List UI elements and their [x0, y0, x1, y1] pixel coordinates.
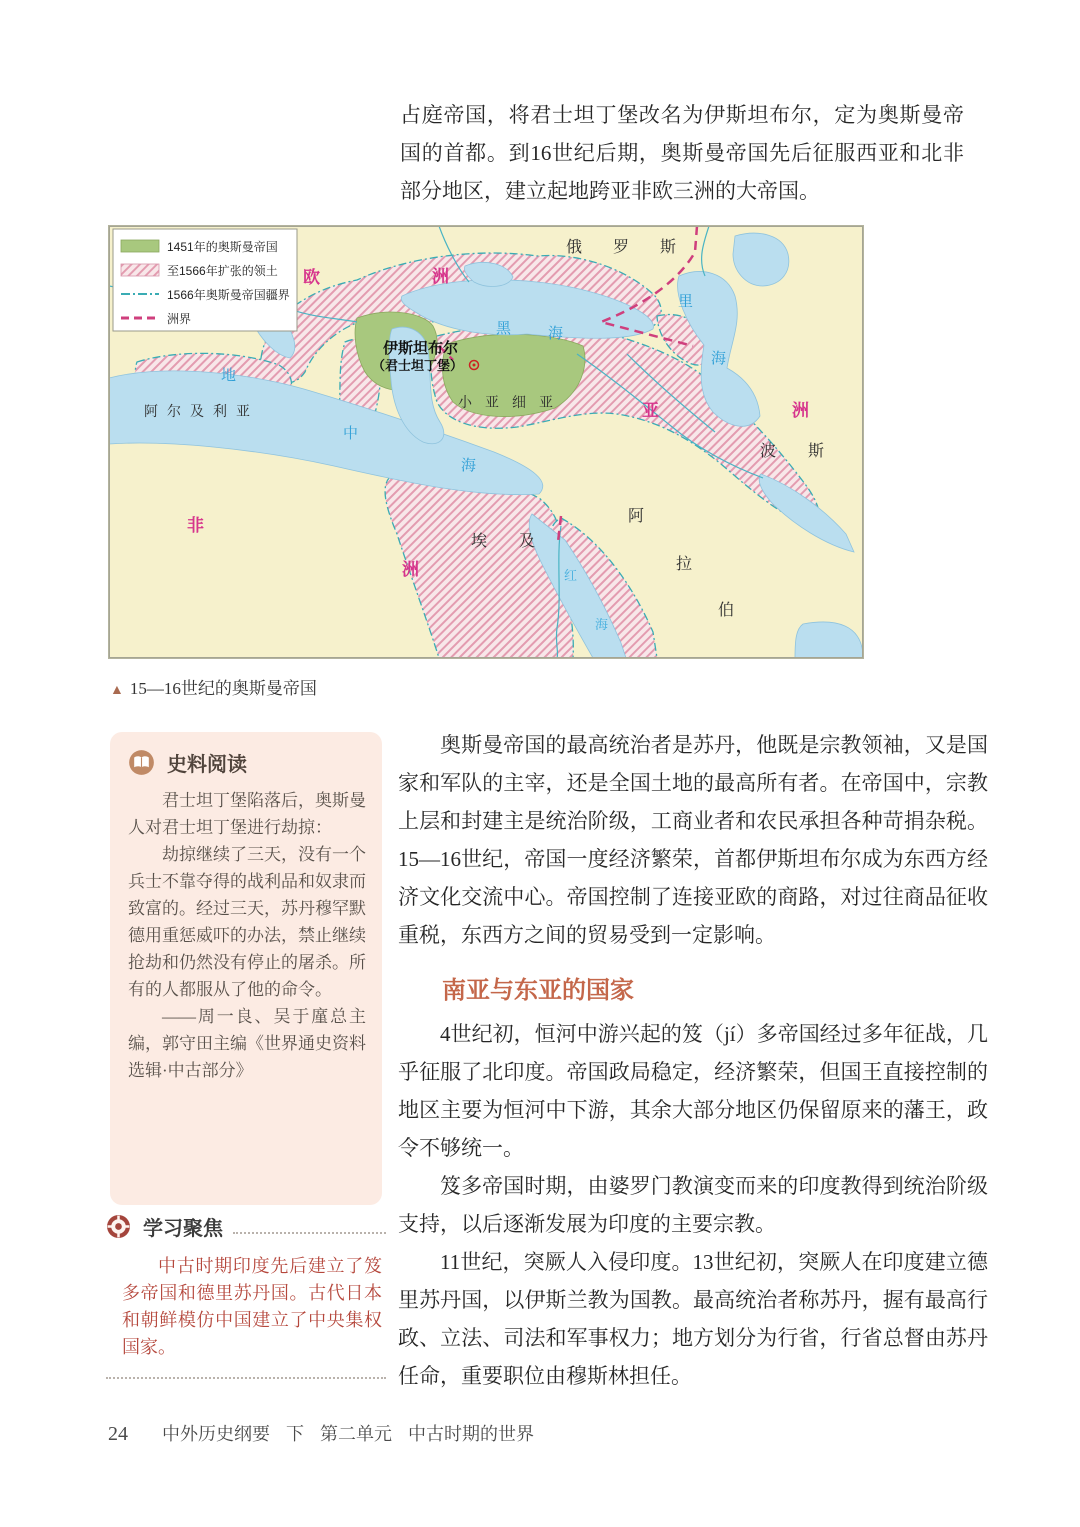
source-reading-box [110, 732, 382, 1205]
target-icon [106, 1214, 131, 1239]
body-paragraph: 11世纪，突厥人入侵印度。13世纪初，突厥人在印度建立德里苏丹国，以伊斯兰教为国教。最高统治者称苏丹，握有最高行政、立法、司法和军事权力；地方划分为行省，行省总督由苏丹任命，重要职位由穆斯林担任。 [398, 1250, 988, 1388]
learning-focus-header [106, 1212, 386, 1241]
caption-triangle-icon: ▲ [110, 683, 124, 698]
map-label: 埃 [471, 533, 488, 550]
learning-focus-text: 中古时期印度先后建立了笈多帝国和德里苏丹国。古代日本和朝鲜模仿中国建立了中央集权国家。 [122, 1256, 382, 1357]
learning-focus-title: 学习聚焦 [143, 1218, 223, 1240]
source-paragraph: 君士坦丁堡陷落后，奥斯曼人对君士坦丁堡进行劫掠： [128, 791, 366, 837]
legend-label: 洲界 [167, 312, 192, 326]
ottoman-map-svg [109, 226, 863, 658]
map-caption [110, 674, 317, 699]
source-reading-title: 史料阅读 [167, 754, 247, 776]
map-label: 里 [678, 294, 694, 310]
map-label: 小亚细亚 [458, 396, 566, 411]
legend-label: 1566年奥斯曼帝国疆界 [167, 288, 290, 302]
map-legend [113, 229, 297, 331]
map-label: 罗 [613, 239, 630, 256]
dotted-divider [233, 1220, 386, 1234]
map-label: 亚 [642, 401, 659, 420]
map-label: 地 [221, 368, 237, 384]
map-label: （君士坦丁堡） [372, 358, 464, 373]
legend-label: 1451年的奥斯曼帝国 [167, 240, 278, 254]
page-number: 24 [108, 1423, 128, 1445]
map-label: 中 [343, 426, 359, 442]
map-label: 洲 [402, 560, 419, 579]
map-label: 拉 [676, 556, 693, 573]
dotted-divider [106, 1377, 386, 1379]
map-label: 俄 [566, 239, 583, 256]
ottoman-empire-map [108, 225, 864, 659]
caption-text: 15—16世纪的奥斯曼帝国 [129, 679, 317, 698]
open-book-icon [128, 749, 155, 776]
source-reading-body [128, 787, 366, 1084]
map-label: 海 [711, 351, 727, 367]
map-label: 海 [461, 458, 477, 474]
top-paragraph: 占庭帝国，将君士坦丁堡改名为伊斯坦布尔，定为奥斯曼帝国的首都。到16世纪后期，奥斯曼帝国先后征服西亚和北非部分地区，建立起地跨亚非欧三洲的大帝国。 [400, 103, 964, 203]
footer-unit-title: 中古时期的世界 [408, 1424, 534, 1444]
main-text-column [398, 726, 988, 1395]
source-paragraph: 劫掠继续了三天，没有一个兵士不靠夺得的战利品和奴隶而致富的。经过三天，苏丹穆罕默德用重惩威吓的办法，禁止继续抢劫和仍然没有停止的屠杀。所有的人都服从了他的命令。 [128, 845, 366, 999]
map-label: 阿 [628, 508, 645, 525]
source-reading-header [128, 748, 366, 777]
page-footer [108, 1420, 550, 1446]
section-heading: 南亚与东亚的国家 [442, 977, 634, 1004]
body-paragraph: 4世纪初，恒河中游兴起的笈（jí）多帝国经过多年征战，几乎征服了北印度。帝国政局稳定，经济繁荣，但国王直接控制的地区主要为恒河中下游，其余大部分地区仍保留原来的藩王，政令不够统一。 [398, 1022, 988, 1160]
footer-volume: 下 [286, 1424, 304, 1444]
map-label: 洲 [432, 267, 449, 286]
map-label: 阿尔及利亚 [144, 405, 259, 420]
map-label: 海 [548, 326, 564, 342]
footer-unit: 第二单元 [320, 1424, 392, 1444]
learning-focus-block [106, 1212, 386, 1379]
map-label: 伯 [718, 602, 735, 619]
map-label: 斯 [660, 239, 677, 256]
map-label: 红 [564, 568, 578, 583]
map-label: 波 [760, 443, 777, 460]
map-label: 斯 [808, 443, 825, 460]
map-label: 欧 [303, 268, 320, 287]
legend-swatch-green-solid [121, 240, 159, 252]
map-label: 海 [595, 617, 609, 632]
body-paragraph: 奥斯曼帝国的最高统治者是苏丹，他既是宗教领袖，又是国家和军队的主宰，还是全国土地的最高所有者。在帝国中，宗教上层和封建主是统治阶级，工商业者和农民承担各种苛捐杂税。15—16世纪，帝国一度经济繁荣，首都伊斯坦布尔成为东西方经济文化交流中心。帝国控制了连接亚欧的商路，对过往商品征收重税，东西方之间的贸易受到一定影响。 [398, 733, 988, 947]
footer-book-title: 中外历史纲要 [162, 1424, 270, 1444]
map-label: 黑 [496, 321, 512, 337]
map-label: 及 [519, 533, 536, 550]
map-label: 伊斯坦布尔 [383, 340, 459, 357]
source-attribution: ——周一良、吴于廑总主编，郭守田主编《世界通史资料选辑·中古部分》 [128, 1007, 366, 1080]
legend-label: 至1566年扩张的领土 [167, 264, 278, 278]
legend-swatch-pink-hatch [121, 264, 159, 276]
map-label: 洲 [792, 401, 809, 420]
map-label: 非 [187, 516, 204, 535]
body-paragraph: 笈多帝国时期，由婆罗门教演变而来的印度教得到统治阶级支持，以后逐渐发展为印度的主要宗教。 [398, 1174, 988, 1236]
